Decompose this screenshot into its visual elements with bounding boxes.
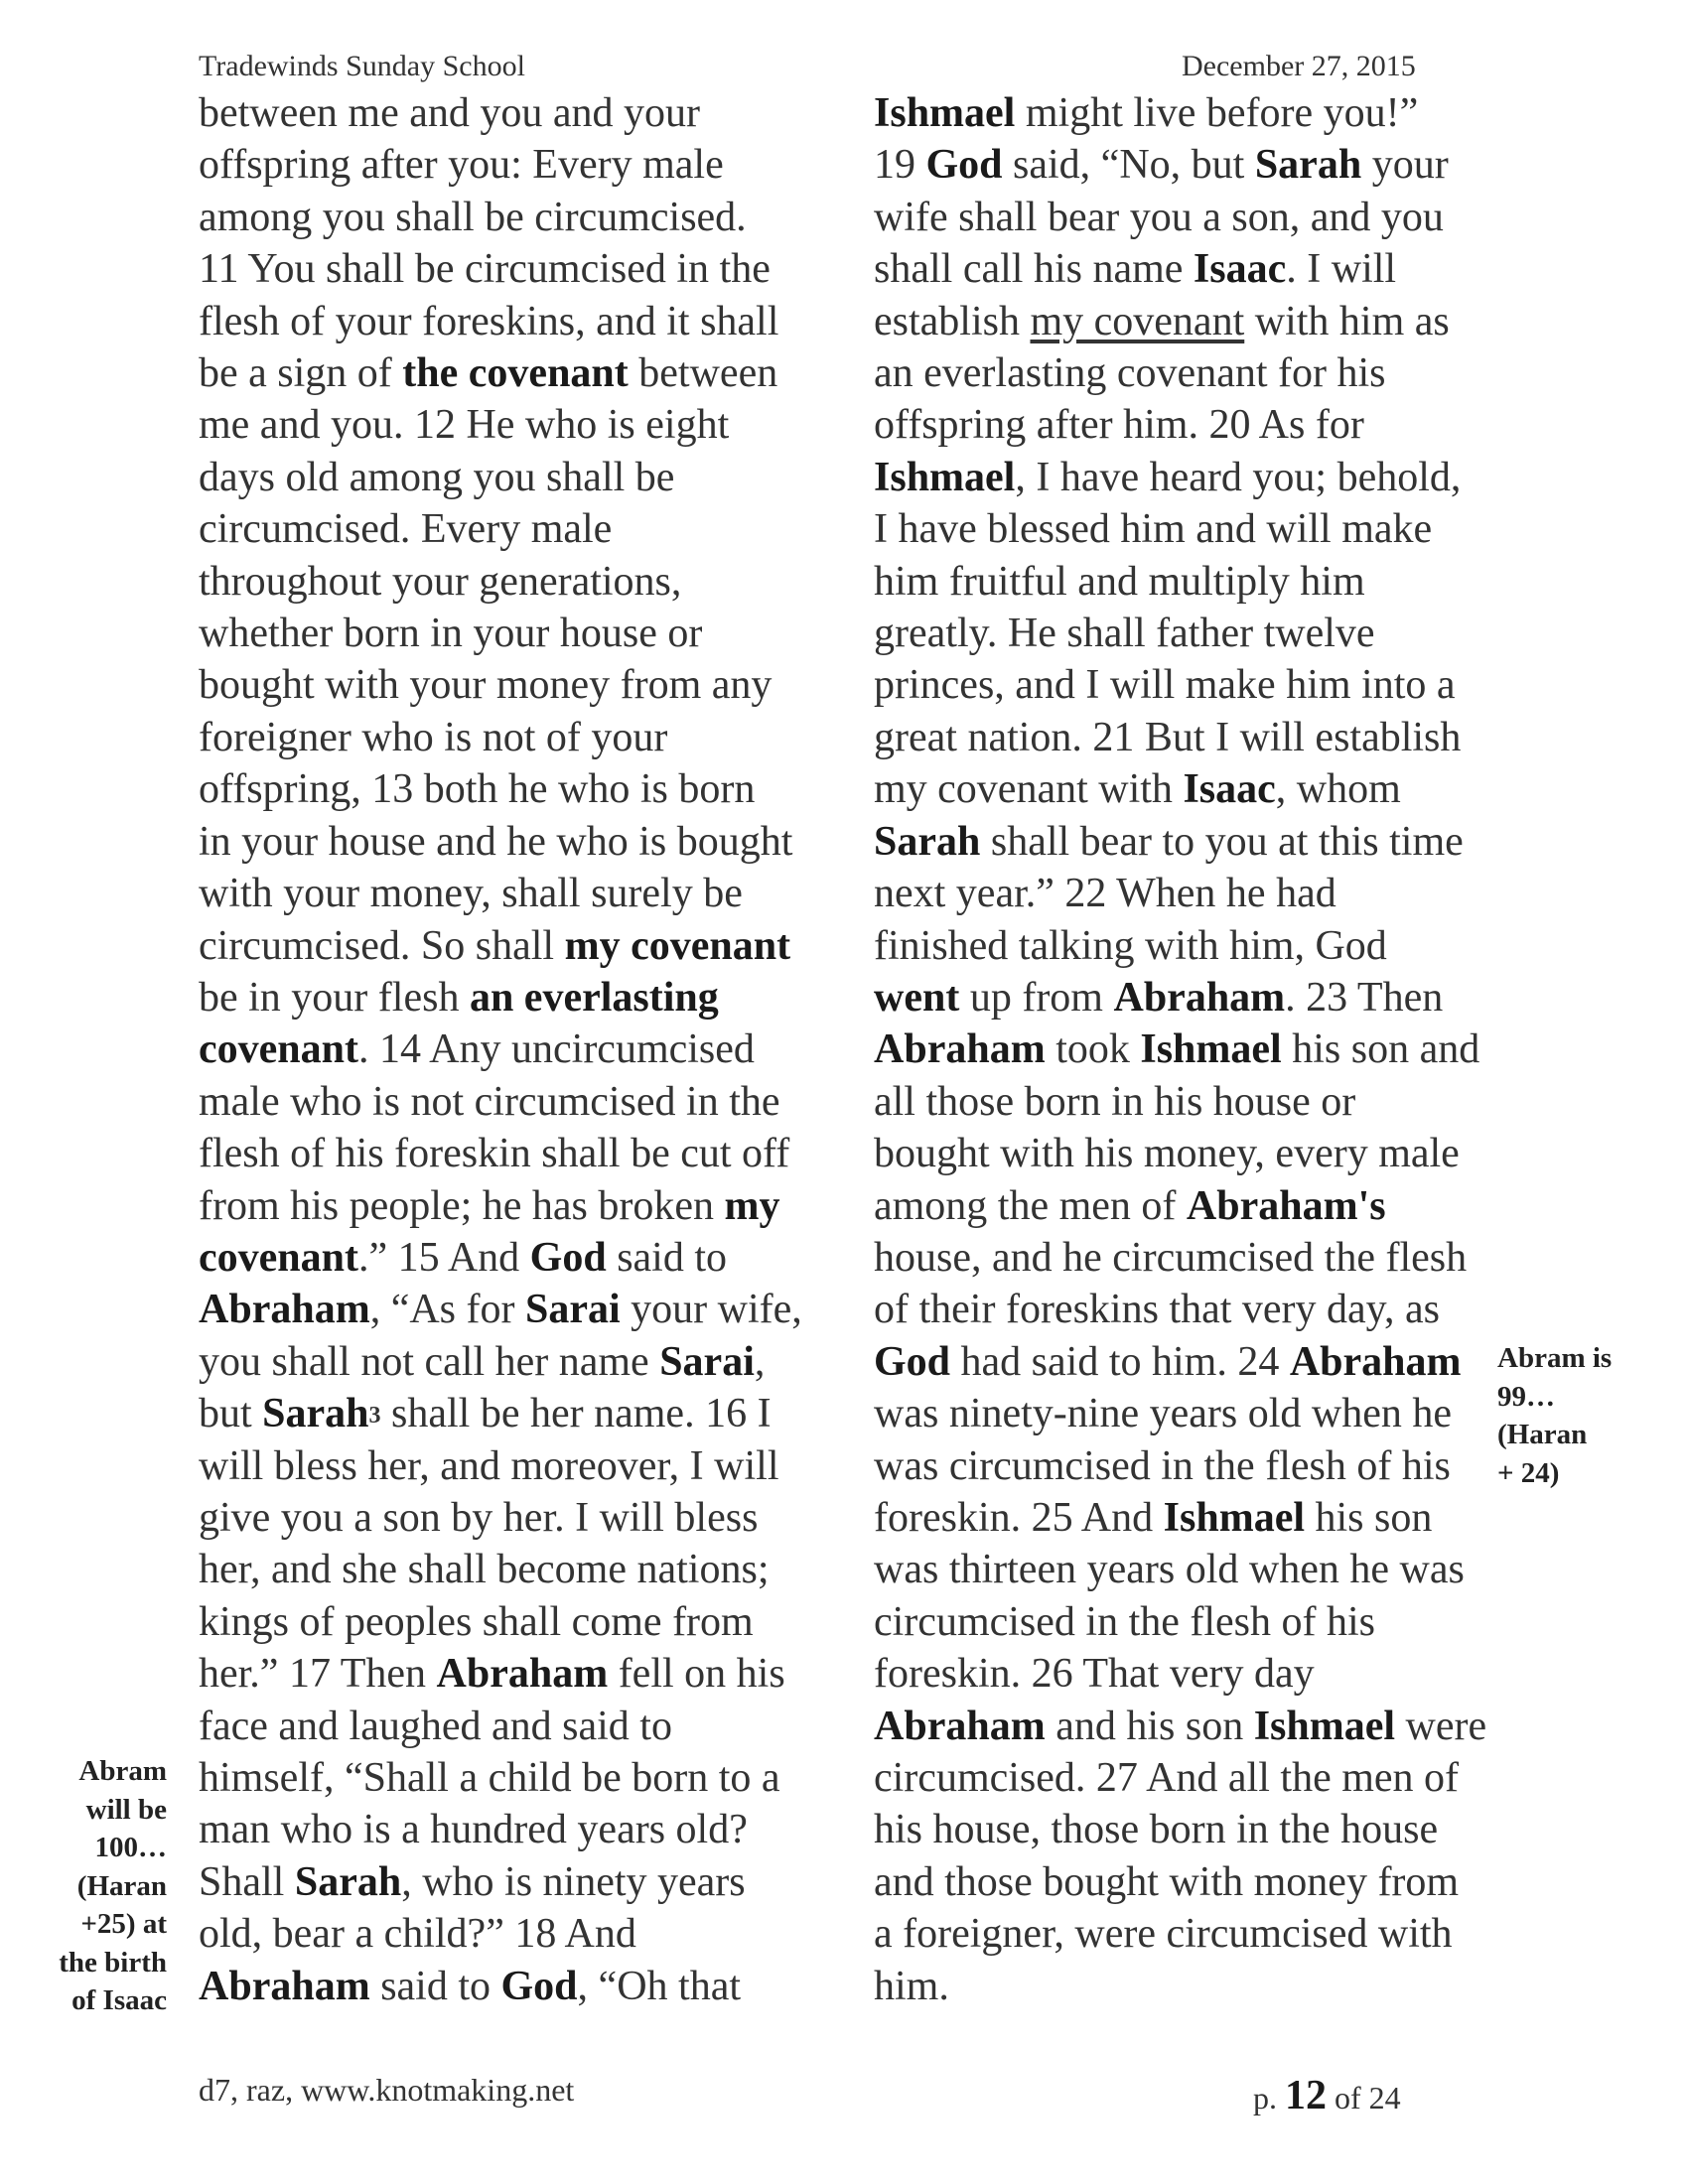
text-line	[199, 1440, 844, 1492]
bold-term: went	[874, 974, 960, 1021]
margin-note-line: (Haran	[76, 1869, 167, 1902]
text-run: face and laughed and said to	[199, 1703, 672, 1749]
text-run: .” 15 And	[358, 1234, 530, 1281]
footnote-marker: 3	[368, 1403, 381, 1430]
text-run: might live before you!”	[1015, 90, 1419, 136]
text-run: circumcised. So shall	[199, 922, 565, 969]
text-run: , “Oh that	[577, 1963, 741, 2009]
text-run: in your house and he who is bought	[199, 818, 793, 865]
text-line	[199, 868, 844, 919]
text-run: greatly. He shall father twelve	[874, 611, 1375, 657]
bold-term: Sarah	[1254, 142, 1362, 189]
bold-term: God	[500, 1963, 578, 2009]
text-run: be in your flesh	[199, 974, 470, 1021]
bold-term: my	[724, 1182, 780, 1229]
text-line	[199, 192, 844, 243]
text-run: great nation. 21 But I will establish	[874, 714, 1462, 760]
bold-term: Abraham	[436, 1651, 609, 1698]
text-run: foreskin. 25 And	[874, 1494, 1164, 1541]
bold-term: Ishmael	[874, 90, 1016, 136]
text-line	[874, 347, 1509, 399]
text-line	[199, 763, 844, 815]
text-line	[199, 87, 844, 139]
text-run: finished talking with him, God	[874, 922, 1387, 969]
bold-term: Abraham	[199, 1287, 370, 1333]
text-line	[874, 920, 1509, 972]
text-run: . 14 Any uncircumcised	[358, 1026, 755, 1073]
bold-term: Abraham	[199, 1963, 370, 2009]
text-run: and those bought with money from	[874, 1858, 1460, 1905]
text-line	[199, 1856, 844, 1908]
text-line	[874, 296, 1509, 347]
bold-term: my covenant	[564, 922, 791, 969]
text-run: were	[1395, 1703, 1487, 1749]
text-line	[874, 1544, 1509, 1595]
text-run: her.” 17 Then	[199, 1651, 437, 1698]
margin-note-line: +25) at	[80, 1908, 167, 1940]
text-run: between me and you and your	[199, 90, 701, 136]
text-run: offspring after you: Every male	[199, 142, 724, 189]
text-line	[874, 816, 1509, 868]
text-line	[199, 347, 844, 399]
text-run: shall bear to you at this time	[980, 818, 1464, 865]
bold-term: Sarai	[659, 1338, 755, 1385]
text-run: your	[1361, 142, 1449, 189]
text-run: but	[199, 1391, 263, 1437]
text-line	[199, 452, 844, 503]
text-line	[874, 1440, 1509, 1492]
bold-term: God	[529, 1234, 607, 1281]
text-line	[874, 608, 1509, 659]
text-run: him.	[874, 1963, 949, 2009]
text-run: man who is a hundred years old?	[199, 1807, 748, 1853]
left-text-column	[199, 87, 844, 2012]
text-line	[199, 816, 844, 868]
text-line	[199, 296, 844, 347]
text-line	[874, 1596, 1509, 1648]
text-run: a foreigner, were circumcised with	[874, 1911, 1453, 1958]
text-line	[874, 1388, 1509, 1439]
text-line	[199, 1076, 844, 1128]
text-line	[874, 1961, 1509, 2012]
text-line	[874, 243, 1509, 295]
text-run: , who is ninety years	[401, 1858, 746, 1905]
text-line	[874, 452, 1509, 503]
footer-left: d7, raz, www.knotmaking.net	[199, 2072, 575, 2108]
text-run: my covenant with	[874, 766, 1184, 813]
text-run: you shall not call her name	[199, 1338, 660, 1385]
page-number: 12	[1285, 2073, 1327, 2118]
bold-term: Sarai	[524, 1287, 621, 1333]
text-run: I have blessed him and will make	[874, 506, 1433, 553]
bold-term: Ishmael	[874, 454, 1016, 500]
text-line	[874, 1908, 1509, 1960]
text-run: with your money, shall surely be	[199, 871, 743, 917]
margin-note-line: will be	[85, 1793, 167, 1826]
text-line	[199, 1128, 844, 1179]
text-line	[874, 1856, 1509, 1908]
text-line	[874, 399, 1509, 451]
text-run: offspring after him. 20 As for	[874, 402, 1364, 449]
text-run: from his people; he has broken	[199, 1182, 725, 1229]
text-run: old, bear a child?” 18 And	[199, 1911, 636, 1958]
text-run: princes, and I will make him into a	[874, 662, 1456, 709]
text-run: me and you. 12 He who is eight	[199, 402, 730, 449]
text-line	[199, 1752, 844, 1804]
bold-term: an everlasting	[469, 974, 719, 1021]
text-run: shall call his name	[874, 246, 1194, 293]
text-line	[199, 556, 844, 608]
text-run: his house, those born in the house	[874, 1807, 1439, 1853]
text-line	[874, 1284, 1509, 1335]
text-run: 11 You shall be circumcised in the	[199, 246, 771, 293]
text-run: foreskin. 26 That very day	[874, 1651, 1315, 1698]
text-run: said to	[606, 1234, 728, 1281]
text-run: flesh of your foreskins, and it shall	[199, 298, 779, 344]
text-run: kings of peoples shall come from	[199, 1598, 754, 1645]
text-run: shall be her name. 16 I	[380, 1391, 772, 1437]
text-run: said to	[369, 1963, 501, 2009]
bold-term: Abraham	[1289, 1338, 1462, 1385]
text-line	[874, 1648, 1509, 1700]
text-line	[874, 503, 1509, 555]
text-line	[874, 192, 1509, 243]
bold-term: God	[925, 142, 1003, 189]
bold-term: Ishmael	[1140, 1026, 1282, 1073]
page-prefix: p.	[1253, 2080, 1277, 2116]
text-run: and his son	[1045, 1703, 1254, 1749]
text-line	[874, 556, 1509, 608]
header-left: Tradewinds Sunday School	[199, 50, 525, 82]
text-run: circumcised in the flesh of his	[874, 1598, 1376, 1645]
text-line	[199, 1336, 844, 1388]
bold-term: Sarah	[262, 1391, 369, 1437]
text-run: will bless her, and moreover, I will	[199, 1442, 779, 1489]
text-run: bought with your money from any	[199, 662, 773, 709]
text-run: your wife,	[620, 1287, 802, 1333]
margin-note-line: 99…	[1497, 1380, 1555, 1413]
text-line	[874, 1232, 1509, 1284]
text-line	[199, 1804, 844, 1855]
margin-note-left	[40, 1752, 167, 2020]
bold-term: Sarah	[294, 1858, 402, 1905]
text-line	[874, 1336, 1509, 1388]
text-line	[199, 972, 844, 1024]
text-line	[874, 1752, 1509, 1804]
text-run: said, “No, but	[1002, 142, 1255, 189]
text-run: was thirteen years old when he was	[874, 1547, 1465, 1593]
margin-note-line: of Isaac	[71, 1984, 167, 2016]
header-date: December 27, 2015	[1182, 50, 1416, 82]
text-line	[199, 1024, 844, 1075]
text-run: his son and	[1281, 1026, 1480, 1073]
text-run: throughout your generations,	[199, 558, 682, 605]
bold-term: Abraham	[1113, 974, 1286, 1021]
text-run: himself, “Shall a child be born to a	[199, 1755, 780, 1801]
text-line	[874, 139, 1509, 191]
text-line	[874, 1128, 1509, 1179]
text-line	[199, 1388, 844, 1439]
text-run: of their foreskins that very day, as	[874, 1287, 1440, 1333]
text-line	[199, 1180, 844, 1232]
text-run: all those born in his house or	[874, 1078, 1356, 1125]
text-run: offspring, 13 both he who is born	[199, 766, 756, 813]
text-line	[199, 1492, 844, 1544]
text-line	[199, 920, 844, 972]
text-run: days old among you shall be	[199, 454, 675, 500]
text-line	[874, 1024, 1509, 1075]
text-run: give you a son by her. I will bless	[199, 1494, 759, 1541]
text-run: his son	[1305, 1494, 1433, 1541]
text-line	[874, 87, 1509, 139]
bold-term: Ishmael	[1253, 1703, 1396, 1749]
text-line	[874, 1076, 1509, 1128]
text-run: whether born in your house or	[199, 611, 703, 657]
bold-term: Ishmael	[1163, 1494, 1306, 1541]
bold-term: Abraham's	[1186, 1182, 1386, 1229]
text-run: bought with his money, every male	[874, 1131, 1460, 1177]
margin-note-line: Abram	[78, 1755, 167, 1787]
text-run: next year.” 22 When he had	[874, 871, 1336, 917]
bold-term: Isaac	[1183, 766, 1276, 813]
margin-note-line: the birth	[59, 1946, 167, 1979]
bold-term: covenant	[199, 1234, 358, 1281]
text-run: ,	[754, 1338, 766, 1385]
text-line	[199, 1648, 844, 1700]
text-line	[199, 1544, 844, 1595]
text-run: with him as	[1244, 298, 1450, 344]
text-run: . I will	[1286, 246, 1397, 293]
bold-term: Isaac	[1193, 246, 1287, 293]
text-line	[199, 1908, 844, 1960]
underlined-term: my covenant	[1030, 298, 1245, 344]
text-run: fell on his	[608, 1651, 785, 1698]
text-line	[199, 1961, 844, 2012]
margin-note-right	[1497, 1339, 1612, 1492]
bold-term: Abraham	[874, 1026, 1046, 1073]
text-line	[199, 243, 844, 295]
text-line	[874, 1492, 1509, 1544]
text-run: circumcised. 27 And all the men of	[874, 1755, 1460, 1801]
text-run: 19	[874, 142, 926, 189]
text-line	[874, 659, 1509, 711]
margin-note-line: + 24)	[1497, 1456, 1560, 1489]
text-run: male who is not circumcised in the	[199, 1078, 780, 1125]
text-line	[199, 1232, 844, 1284]
text-run: among you shall be circumcised.	[199, 194, 747, 240]
text-run: establish	[874, 298, 1031, 344]
margin-note-line: Abram is	[1497, 1342, 1613, 1374]
text-run: between	[628, 350, 778, 397]
bold-term: covenant	[199, 1026, 358, 1073]
text-line	[199, 503, 844, 555]
text-line	[199, 1284, 844, 1335]
text-line	[874, 868, 1509, 919]
text-line	[874, 1701, 1509, 1752]
right-text-column	[874, 87, 1509, 2012]
text-run: her, and she shall become nations;	[199, 1547, 770, 1593]
text-run: , “As for	[369, 1287, 525, 1333]
text-run: foreigner who is not of your	[199, 714, 668, 760]
bold-term: Sarah	[874, 818, 981, 865]
text-run: . 23 Then	[1285, 974, 1444, 1021]
text-line	[874, 1804, 1509, 1855]
text-run: house, and he circumcised the flesh	[874, 1234, 1468, 1281]
page-suffix: of 24	[1335, 2080, 1401, 2116]
text-line	[199, 139, 844, 191]
text-run: had said to him. 24	[950, 1338, 1290, 1385]
text-line	[874, 1180, 1509, 1232]
bold-term: Abraham	[874, 1703, 1046, 1749]
text-run: was ninety-nine years old when he	[874, 1391, 1452, 1437]
text-line	[199, 399, 844, 451]
text-run: be a sign of	[199, 350, 403, 397]
text-run: , I have heard you; behold,	[1015, 454, 1462, 500]
text-run: , whom	[1275, 766, 1401, 813]
text-run: circumcised. Every male	[199, 506, 613, 553]
page-number-footer	[1253, 2072, 1401, 2119]
text-line	[199, 659, 844, 711]
text-run: an everlasting covenant for his	[874, 350, 1386, 397]
text-line	[199, 1701, 844, 1752]
text-run: him fruitful and multiply him	[874, 558, 1365, 605]
text-run: was circumcised in the flesh of his	[874, 1442, 1451, 1489]
text-line	[199, 608, 844, 659]
text-line	[199, 712, 844, 763]
text-line	[874, 712, 1509, 763]
text-run: among the men of	[874, 1182, 1187, 1229]
text-run: took	[1045, 1026, 1141, 1073]
bold-term: God	[874, 1338, 951, 1385]
text-run: up from	[959, 974, 1114, 1021]
text-line	[874, 763, 1509, 815]
text-run: flesh of his foreskin shall be cut off	[199, 1131, 790, 1177]
text-line	[199, 1596, 844, 1648]
bold-term: the covenant	[402, 350, 629, 397]
margin-note-line: (Haran	[1497, 1419, 1588, 1450]
margin-note-line: 100…	[94, 1832, 167, 1863]
text-line	[874, 972, 1509, 1024]
text-run: Shall	[199, 1858, 295, 1905]
text-run: wife shall bear you a son, and you	[874, 194, 1444, 240]
